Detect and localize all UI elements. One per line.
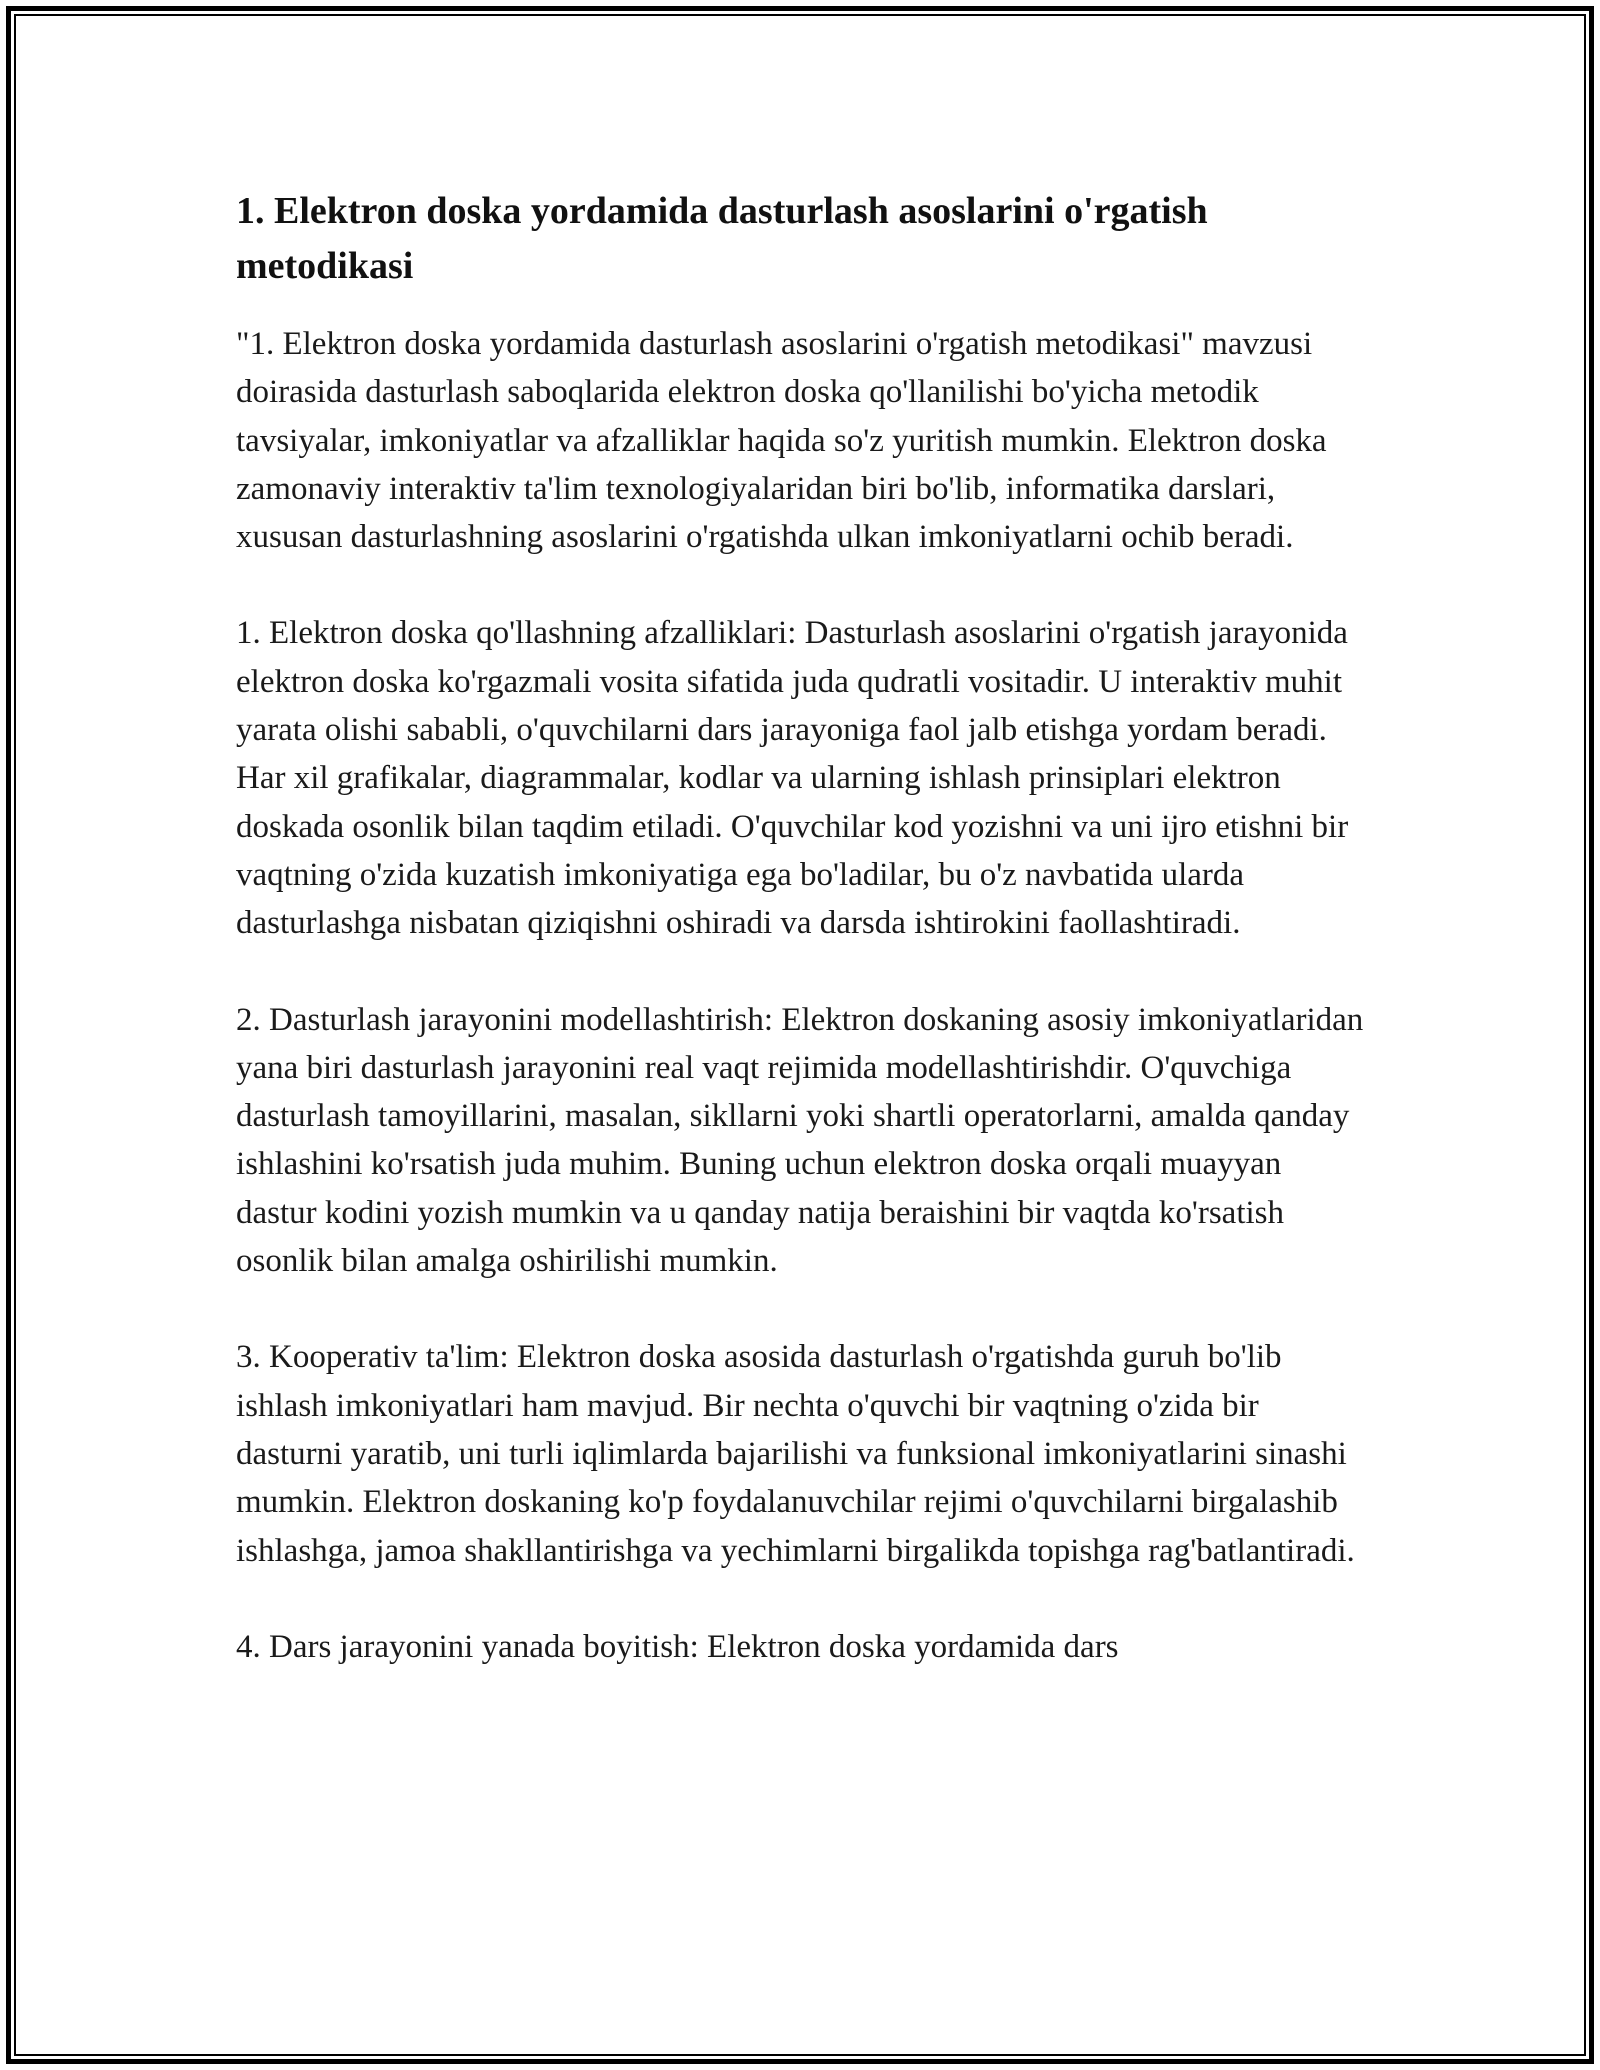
- paragraph-enrichment: 4. Dars jarayonini yanada boyitish: Elektron doska yordamida dars: [236, 1628, 1119, 1665]
- paragraph-advantages: 1. Elektron doska qo'llashning afzalliklari: Dasturlash asoslarini o'rgatish jarayonida elektron doska ko'rgazmali vosita sifatida juda qudratli vositadir. U interaktiv muhit yarata olishi sababli, o'quvchilarni dars jarayoniga faol jalb etishga yordam beradi. Har xil grafikalar, diagrammalar, kodlar va ularning ishlash prinsiplari elektron doskada osonlik bilan taqdim etiladi. O'quvchilar kod yozishni va uni ijro etishni bir vaqtning o'zida kuzatish imkoniyatiga ega bo'ladilar, bu o'z navbatida ularda dasturlashga nisbatan qiziqishni oshiradi va darsda ishtirokini faollashtiradi.: [236, 615, 1349, 942]
- paragraph-intro: "1. Elektron doska yordamida dasturlash asoslarini o'rgatish metodikasi" mavzusi doirasida dasturlash saboqlarida elektron doska qo'llanilishi bo'yicha metodik tavsiyalar, imkoniyatlar va afzalliklar haqida so'z yuritish mumkin. Elektron doska zamonaviy interaktiv ta'lim texnologiyalaridan biri bo'lib, informatika darslari, xususan dasturlashning asoslarini o'rgatishda ulkan imkoniyatlarni ochib beradi.: [236, 326, 1327, 556]
- document-body: [236, 184, 1366, 1719]
- paragraph-cooperative: 3. Kooperativ ta'lim: Elektron doska asosida dasturlash o'rgatishda guruh bo'lib ishlash imkoniyatlari ham mavjud. Bir nechta o'quvchi bir vaqtning o'zida bir dasturni yaratib, uni turli iqlimlarda bajarilishi va funksional imkoniyatlarini sinashi mumkin. Elektron doskaning ko'p foydalanuvchilar rejimi o'quvchilarni birgalashib ishlashga, jamoa shakllantirishga va yechimlarni birgalikda topishga rag'batlantiradi.: [236, 1339, 1355, 1569]
- paragraph-modeling: 2. Dasturlash jarayonini modellashtirish: Elektron doskaning asosiy imkoniyatlaridan yana biri dasturlash jarayonini real vaqt rejimida modellashtirishdir. O'quvchiga dasturlash tamoyillarini, masalan, sikllarni yoki shartli operatorlarni, amalda qanday ishlashini ko'rsatish juda muhim. Buning uchun elektron doska orqali muayyan dastur kodini yozish mumkin va u qanday natija beraishini bir vaqtda ko'rsatish osonlik bilan amalga oshirilishi mumkin.: [236, 1001, 1364, 1280]
- document-heading: 1. Elektron doska yordamida dasturlash asoslarini o'rgatish metodikasi: [236, 190, 1208, 287]
